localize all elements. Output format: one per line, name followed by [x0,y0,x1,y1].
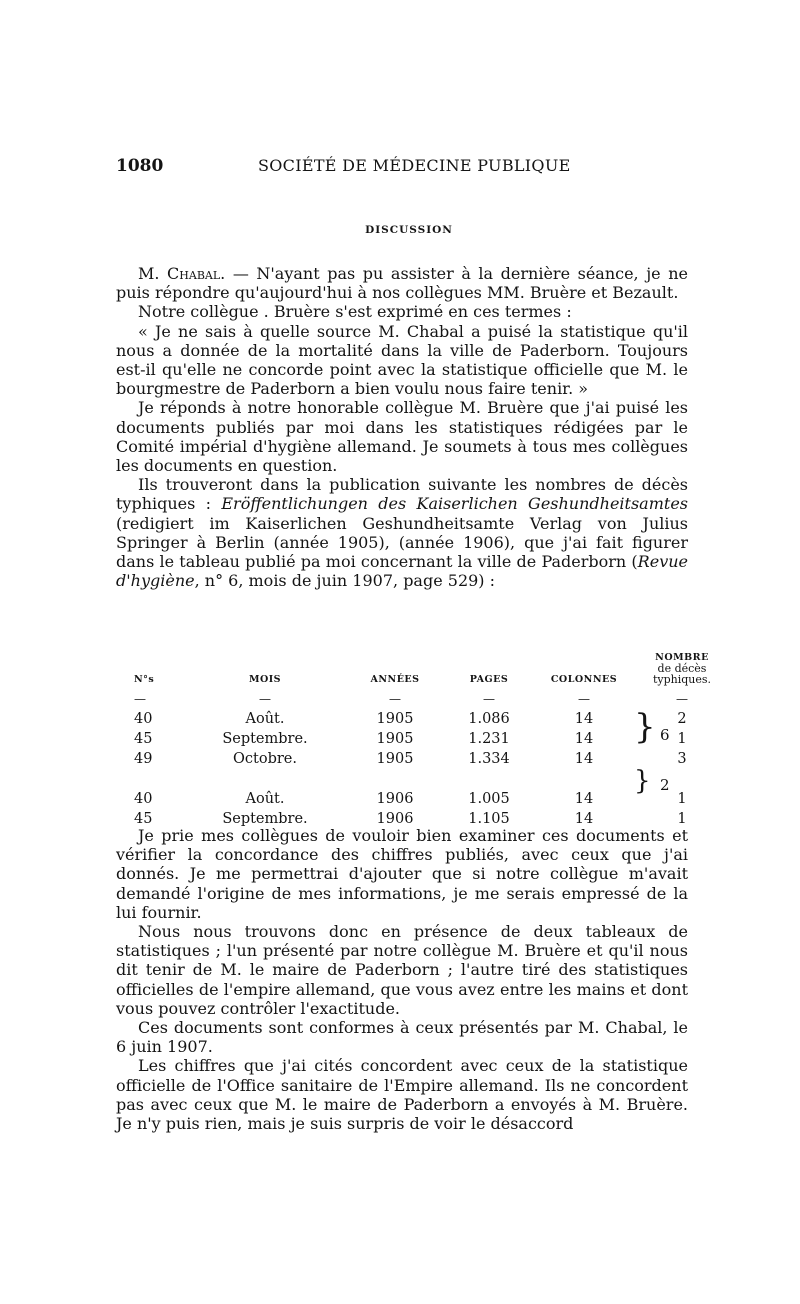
paragraph-bruere-quote: « Je ne sais à quelle source M. Chabal a puisé la statistique qu'il nous a donnée de la mortalité dans la ville de Paderborn. Toujours est-il qu'elle ne concorde point avec la statistique officielle que M. le bourgmestre de Paderborn a bien voulu nous faire tenir. » [116,321,688,399]
header-nombre-sub2: typhiques. [652,673,712,686]
header-nombre-label: NOMBRE [655,652,709,663]
table-dash-row [128,689,730,709]
cell-colonne: 14 [574,791,594,807]
paragraph-verification: Je prie mes collègues de vouloir bien examiner ces documents et vérifier la concordance des chiffres publiés, avec ceux que j'ai donnés. Je me permettrai d'ajouter que si notre collègue m'avait demandé l'origine de mes informations, je me serais empressé de la lui fournir. [116,826,688,922]
cell-page: 1.334 [468,751,510,767]
publication-text-before: Ils trouveront dans la publication suivante les nombres de décès typhiques : [116,475,688,514]
paragraph-bruere-quote-intro: Notre collègue . Bruère s'est exprimé en ces termes : [138,302,572,322]
paragraph-publication [116,475,688,590]
cell-no: 45 [134,731,153,747]
cell-page: 1.105 [468,811,510,827]
header-mois: MOIS [248,674,282,685]
cell-colonne: 14 [574,751,594,767]
publication-title: Eröffentlichungen des Kaiserlichen Geshundheitsamtes [221,494,688,514]
brace-1906: } [634,766,651,796]
cell-colonne: 14 [574,811,594,827]
cell-annee: 1905 [376,711,414,727]
cell-annee: 1905 [376,731,414,747]
cell-mois: Août. [245,791,285,807]
cell-no: 40 [134,791,153,807]
paragraph-chabal-text: — N'ayant pas pu assister à la dernière séance, je ne puis répondre qu'aujourd'hui à nos collègues MM. Bruère et Bezault. [116,264,688,303]
cell-nombre: 1 [677,731,687,747]
dash: — [259,692,271,706]
header-annees: ANNÉES [370,674,420,685]
cell-mois: Septembre. [222,731,308,747]
publication-text-after: , n° 6, mois de juin 1907, page 529) : [194,571,496,591]
cell-mois: Septembre. [222,811,308,827]
header-colonnes: COLONNES [550,674,618,685]
journal-title: Revue d'hygiène [116,552,688,591]
paragraph-concordance: Les chiffres que j'ai cités concordent avec ceux de la statistique officielle de l'Office sanitaire de l'Empire allemand. Ils ne concordent pas avec ceux que M. le maire de Paderborn a envoyés à M. Bruère. Je n'y puis rien, mais je suis surpris de voir le désaccord [116,1056,688,1134]
paragraph-chabal-intro [116,264,688,302]
header-nombre [634,652,730,689]
cell-annee: 1905 [376,751,414,767]
running-title: SOCIÉTÉ DE MÉDECINE PUBLIQUE [258,156,571,175]
cell-nombre: 1 [677,791,687,807]
publication-text-middle: (redigiert im Kaiserlichen Geshundheitsamte Verlag von Julius Springer à Berlin (année 1905), (année 1906), que j'ai fait figurer dans le tableau publié pa moi concernant la ville de Paderborn ( [116,513,688,572]
cell-colonne: 14 [574,711,594,727]
cell-nombre: 1 [677,811,687,827]
paragraph-reply: Je réponds à notre honorable collègue M. Bruère que j'ai puisé les documents publiés par moi dans les statistiques rédigées par le Comité impérial d'hygiène allemand. Je soumets à tous mes collègues les documents en question. [116,398,688,476]
total-1906: 2 [660,776,670,794]
dash: — [389,692,401,706]
table-header-row [128,652,730,689]
cell-nombre: 3 [677,751,687,767]
cell-annee: 1906 [376,791,414,807]
dash: — [676,692,688,706]
cell-no: 49 [134,751,153,767]
header-pages: PAGES [469,674,509,685]
paragraph-conformity: Ces documents sont conformes à ceux présentés par M. Chabal, le 6 juin 1907. [116,1018,688,1057]
cell-mois: Octobre. [233,751,297,767]
page-header [116,156,688,180]
total-1905: 6 [660,726,670,744]
cell-page: 1.005 [468,791,510,807]
cell-mois: Août. [245,711,285,727]
cell-page: 1.231 [468,731,510,747]
page-number: 1080 [116,156,164,176]
brace-1905: } [634,707,656,747]
cell-no: 45 [134,811,153,827]
cell-no: 40 [134,711,153,727]
header-nombre-sub1: de décès [657,662,707,675]
cell-nombre: 2 [677,711,687,727]
cell-page: 1.086 [468,711,510,727]
dash: — [134,692,146,706]
dash: — [483,692,495,706]
speaker-name: M. Chabal. [138,264,226,283]
text-block-bottom [116,826,688,1133]
section-title: DISCUSSION [365,224,453,236]
dash: — [578,692,590,706]
paragraph-two-tables: Nous nous trouvons donc en présence de deux tableaux de statistiques ; l'un présenté par notre collègue M. Bruère et qu'il nous dit tenir de M. le maire de Paderborn ; l'autre tiré des statistiques officielles de l'empire allemand, que vous avez entre les mains et dont vous pouvez contrôler l'exactitude. [116,922,688,1018]
header-nos: N°s [134,674,155,685]
text-block-top [116,264,688,590]
cell-annee: 1906 [376,811,414,827]
cell-colonne: 14 [574,731,594,747]
